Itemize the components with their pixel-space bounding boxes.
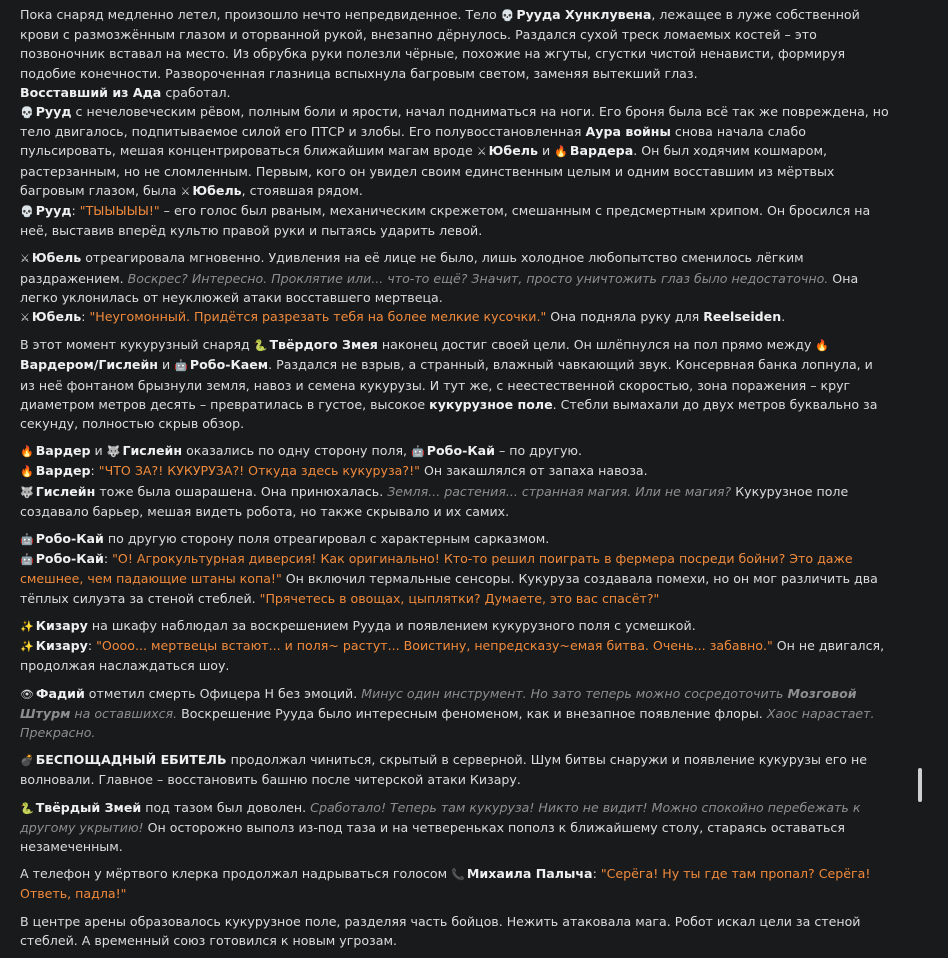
snake-icon: 🐍 — [253, 339, 268, 353]
dialogue-quote: "Неугомонный. Придётся разрезать тебя на более мелкие кусочки." — [89, 309, 547, 325]
character-name: Робо-Кай — [426, 443, 495, 459]
text-span: отметил смерть Офицера Н без эмоций. — [84, 685, 362, 701]
text-span: : — [71, 203, 80, 219]
robot-icon: 🤖 — [20, 553, 34, 567]
crossed-swords-icon: ⚔ — [180, 184, 191, 198]
dialogue-quote: "О! Агрокультурная диверсия! Как оригинально! Кто-то решил поиграть в фермера посреди бойни? Это даже смешнее, чем падающие штаны копа!" — [20, 551, 853, 587]
character-name: Вардером/Гислейн — [20, 357, 158, 373]
message-paragraph — [20, 798, 890, 857]
character-name: Юбель — [192, 182, 242, 198]
character-name: Восставший из Ада — [20, 84, 162, 100]
message-paragraph — [20, 684, 890, 743]
character-name: кукурузное поле — [429, 396, 553, 412]
text-span: наконец достиг своей цели. Он шлёпнулся на пол прямо между — [377, 337, 816, 353]
character-name: Гислейн — [122, 443, 183, 459]
inner-thought: Хаос нарастает. Прекрасно. — [20, 705, 875, 740]
phone-icon: 📞 — [451, 868, 465, 882]
character-name: Аура войны — [585, 124, 671, 140]
character-name: Юбель — [488, 143, 538, 159]
dialogue-quote: "ТЫЫЫЫЫ!" — [79, 203, 160, 219]
text-span: сработал. — [161, 84, 231, 100]
inner-thought: Земля... растения... странная магия. Или не магия? — [387, 483, 732, 499]
message-paragraph — [20, 864, 890, 903]
character-name: Робо-Кай — [35, 531, 104, 547]
text-span: и — [90, 443, 107, 459]
dialogue-quote: "Серёга! Ну ты где там пропал? Серёга! Ответь, падла!" — [20, 866, 871, 902]
robot-icon: 🤖 — [411, 445, 425, 459]
text-span: Воскрешение Рууда было интересным феноменом, как и внезапное появление флоры. — [177, 705, 767, 721]
text-span: : — [87, 638, 97, 654]
text-span: А телефон у мёртвого клерка продолжал надрываться голосом — [20, 866, 452, 882]
message-paragraph — [20, 529, 890, 608]
text-span: : — [103, 551, 113, 567]
text-span: : — [81, 309, 90, 325]
message-paragraph — [20, 441, 890, 521]
inner-thought: Минус один инструмент. Но зато теперь можно сосредоточить — [361, 685, 788, 701]
inner-thought: Сработало! Теперь там кукуруза! Никто не видит! Можно спокойно перебежать к другому укрытию! — [20, 799, 861, 835]
skull-icon: 💀 — [20, 205, 34, 219]
character-name: Робо-Кай — [35, 551, 104, 567]
message-paragraph — [20, 5, 890, 240]
text-span: продолжал чиниться, скрытый в серверной. Шум битвы снаружи и появление кукурузы его не волновали. Главное – восстановить башню после читерской атаки Кизару. — [20, 752, 867, 788]
character-name: Робо-Каем — [189, 357, 269, 373]
text-span: . Раздался не взрыв, а странный, влажный чавкающий звук. Консервная банка лопнула, и из неё фонтаном брызнули земля, навоз и семена кукурузы. И тут же, с неестественной скоростью, зона поражения – круг диаметром метров десять – превратилась в густое, высокое — [20, 357, 873, 412]
dialogue-quote: "ЧТО ЗА?! КУКУРУЗА?! Откуда здесь кукуруза?!" — [98, 463, 420, 479]
character-name: Юбель — [31, 250, 82, 266]
character-name: Вардера — [569, 143, 634, 159]
text-span: Он включил термальные сенсоры. Кукуруза создавала помехи, но он мог различить два тёплых силуэта за стеной стеблей. — [20, 571, 878, 606]
text-span: – по другую. — [494, 443, 583, 459]
text-span: Кукурузное поле создавало барьер, мешая видеть робота, но также скрывало и их самих. — [20, 483, 849, 519]
character-name: Фадий — [35, 685, 85, 701]
text-span: . — [781, 309, 786, 325]
character-name: Рууда Хунклувена — [516, 7, 652, 22]
message-paragraph — [20, 912, 890, 950]
wolf-icon: 🐺 — [106, 445, 121, 459]
message-paragraph — [20, 616, 890, 676]
robot-icon: 🤖 — [174, 359, 188, 373]
text-span: Пока снаряд медленно летел, произошло нечто непредвиденное. Тело — [20, 7, 501, 22]
fire-icon: 🔥 — [20, 445, 34, 459]
dialogue-quote: "Оооо... мертвецы встают... и поля~ растут... Воистину, непредсказу~емая битва. Очень... забавно." — [96, 638, 773, 654]
character-name: Reelseiden — [703, 309, 782, 325]
character-name: Гислейн — [35, 483, 96, 499]
crossed-swords-icon: ⚔ — [20, 252, 30, 266]
text-span: , стоявшая рядом. — [241, 182, 363, 198]
snake-icon: 🐍 — [20, 801, 34, 815]
text-span: тоже была ошарашена. Она принюхалась. — [95, 483, 388, 499]
character-name: Кизару — [35, 638, 88, 654]
text-span: отреагировала мгновенно. Удивления на её лице не было, лишь холодное любопытство сменилось лёгким раздражением. — [20, 250, 804, 286]
dialogue-quote: "Прячетесь в овощах, цыплятки? Думаете, это вас спасёт?" — [259, 590, 660, 606]
character-name: Михаила Палыча — [466, 866, 593, 882]
sparkles-icon: ✨ — [20, 640, 34, 654]
text-span: снова начала слабо пульсировать, мешая концентрироваться ближайшим магам вроде — [20, 124, 806, 159]
text-span: с нечеловеческим рёвом, полным боли и ярости, начал подниматься на ноги. Его броня была всё так же повреждена, но тело двигалось, подпитываемое силой его ПТСР и злобы. Его полувосстановленная — [20, 104, 889, 140]
text-span: , лежащее в луже собственной крови с размозжённым глазом и оторванной рукой, внезапно дёрнулось. Раздался сухой треск ломаемых костей – это позвоночник вставал на место. Из обрубка руки полезли чёрные, похожие на жгуты, сгустки чистой ненависти, формируя подобие конечности. Развороченная глазница вспыхнула багровым светом, заменяя вытекший глаз. — [20, 7, 860, 81]
skull-icon: 💀 — [500, 9, 515, 22]
text-span: Он осторожно выполз из-под таза и на четвереньках пополз к ближайшему столу, стараясь оставаться незамеченным. — [20, 819, 845, 854]
text-span: на шкафу наблюдал за воскрешением Рууда и появлением кукурузного поля с усмешкой. — [87, 617, 696, 633]
text-span: под тазом был доволен. — [141, 799, 311, 815]
chat-log — [20, 5, 890, 958]
crossed-swords-icon: ⚔ — [20, 311, 30, 325]
text-span: Она легко уклонилась от неуклюжей атаки восставшего мертвеца. — [20, 270, 859, 305]
wolf-icon: 🐺 — [20, 485, 34, 499]
character-name: Рууд — [35, 104, 72, 120]
fire-icon: 🔥 — [815, 339, 830, 353]
character-name: Рууд — [35, 203, 72, 219]
character-name: Твёрдого Змея — [269, 337, 378, 353]
message-paragraph — [20, 335, 890, 433]
text-span: : — [90, 463, 99, 479]
inner-thought: Мозговой Штурм — [20, 685, 857, 721]
inner-thought: на оставшихся. — [70, 705, 178, 721]
robot-icon: 🤖 — [20, 533, 34, 547]
text-span: . Стебли вымахали до двух метров буквально за секунду, полностью скрыв обзор. — [20, 396, 878, 432]
text-span: и — [537, 143, 555, 159]
message-paragraph — [20, 248, 890, 327]
text-span: Она подняла руку для — [546, 309, 704, 325]
text-span: Он не двигался, продолжая наслаждаться шоу. — [20, 638, 885, 674]
text-span: и — [158, 357, 175, 373]
text-span: Он закашлялся от запаха навоза. — [419, 463, 648, 479]
sparkles-icon: ✨ — [20, 619, 34, 633]
inner-thought: Воскрес? Интересно. Проклятие или... что-то ещё? Значит, просто уничтожить глаз было недостаточно. — [127, 270, 829, 286]
text-span: В центре арены образовалось кукурузное поле, разделяя часть бойцов. Нежить атаковала мага. Робот искал цели за стеной стеблей. А временный союз готовился к новым угрозам. — [20, 913, 861, 948]
eye-icon: 👁 — [20, 687, 34, 701]
scrollbar-thumb[interactable] — [918, 768, 922, 802]
text-span: . Он был ходячим кошмаром, растерзанным, но не сломленным. Первым, кого он увидел своим единственным целым и одним восставшим из мёртвых багровым глазом, была — [20, 143, 835, 198]
fire-icon: 🔥 — [554, 145, 568, 159]
text-span: по другую сторону поля отреагировал с характерным сарказмом. — [103, 531, 550, 547]
crossed-swords-icon: ⚔ — [476, 145, 487, 159]
text-span: – его голос был рваным, механическим скрежетом, смешанным с предсмертным хрипом. Он бросился на неё, выставив вперёд культю правой руки и пытаясь ударить левой. — [20, 203, 871, 239]
fire-icon: 🔥 — [20, 465, 34, 479]
character-name: Кизару — [35, 617, 88, 633]
text-span: : — [592, 866, 601, 882]
character-name: Юбель — [31, 309, 82, 325]
text-span: оказались по одну сторону поля, — [182, 443, 412, 459]
character-name: Вардер — [35, 443, 91, 459]
text-span: В этот момент кукурузный снаряд — [20, 337, 254, 353]
character-name: Твёрдый Змей — [35, 799, 142, 815]
character-name: Вардер — [35, 463, 91, 479]
message-paragraph — [20, 750, 890, 789]
character-name: БЕСПОЩАДНЫЙ ЕБИТЕЛЬ — [35, 752, 227, 768]
skull-icon: 💀 — [20, 106, 34, 120]
bomb-icon: 💣 — [20, 754, 34, 768]
